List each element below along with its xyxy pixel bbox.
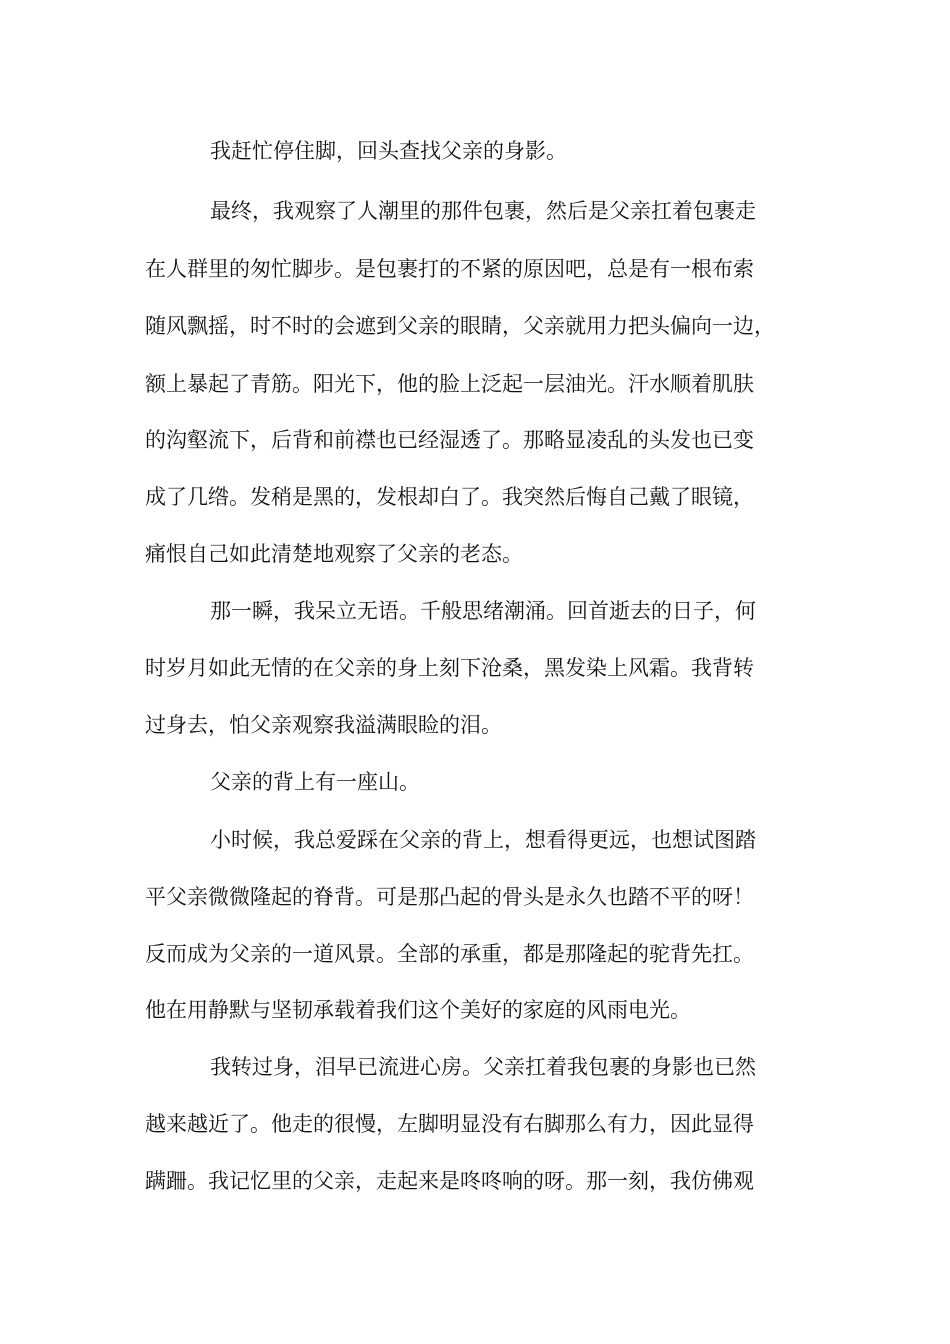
text-line: 反而成为父亲的一道风景。全部的承重，都是那隆起的驼背先扛。 (145, 942, 754, 966)
text-line: 过身去，怕父亲观察我溢满眼睑的泪。 (145, 713, 502, 737)
text-line: 蹒跚。我记忆里的父亲，走起来是咚咚响的呀。那一刻，我仿佛观 (145, 1169, 754, 1193)
text-line: 父亲的背上有一座山。 (210, 770, 420, 794)
text-line: 痛恨自己如此清楚地观察了父亲的老态。 (145, 542, 523, 566)
text-line: 在人群里的匆忙脚步。是包裹打的不紧的原因吧，总是有一根布索 (145, 257, 754, 281)
text-line: 的沟壑流下，后背和前襟也已经湿透了。那略显凌乱的头发也已变 (145, 428, 754, 452)
text-line: 我赶忙停住脚，回头查找父亲的身影。 (210, 139, 567, 163)
text-line: 那一瞬，我呆立无语。千般思绪潮涌。回首逝去的日子，何 (210, 599, 756, 623)
text-line: 随风飘摇，时不时的会遮到父亲的眼睛，父亲就用力把头偏向一边， (145, 314, 775, 338)
text-line: 小时候，我总爱踩在父亲的背上，想看得更远，也想试图踏 (210, 828, 756, 852)
text-line: 他在用静默与坚韧承载着我们这个美好的家庭的风雨电光。 (145, 998, 691, 1022)
text-line: 额上暴起了青筋。阳光下，他的脸上泛起一层油光。汗水顺着肌肤 (145, 372, 754, 396)
text-line: 我转过身，泪早已流进心房。父亲扛着我包裹的身影也已然 (210, 1055, 756, 1079)
text-line: 最终，我观察了人潮里的那件包裹，然后是父亲扛着包裹走 (210, 199, 756, 223)
text-line: 时岁月如此无情的在父亲的身上刻下沧桑，黑发染上风霜。我背转 (145, 656, 754, 680)
text-line: 平父亲微微隆起的脊背。可是那凸起的骨头是永久也踏不平的呀！ (145, 885, 754, 909)
text-line: 越来越近了。他走的很慢，左脚明显没有右脚那么有力，因此显得 (145, 1112, 754, 1136)
text-line: 成了几绺。发稍是黑的，发根却白了。我突然后悔自己戴了眼镜， (145, 485, 754, 509)
